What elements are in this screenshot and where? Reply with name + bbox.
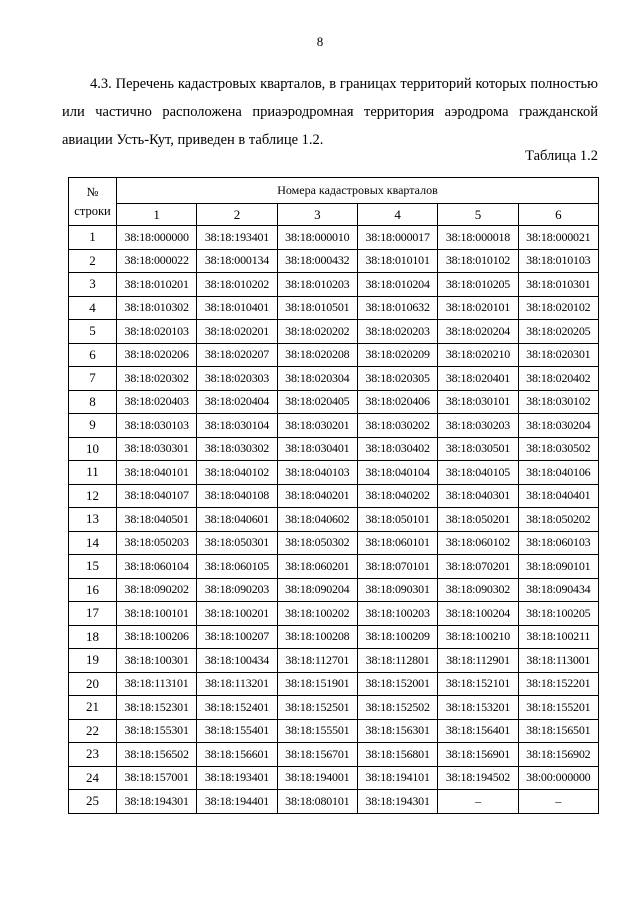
row-number-cell: 25 <box>69 790 117 814</box>
cadastral-number-cell: 38:18:151901 <box>277 672 357 696</box>
cadastral-number-cell: 38:18:040602 <box>277 508 357 532</box>
cadastral-number-cell: 38:18:070101 <box>357 555 437 579</box>
cadastral-number-cell: 38:18:030102 <box>518 390 598 414</box>
cadastral-number-cell: 38:18:156601 <box>197 743 277 767</box>
cadastral-number-cell: 38:18:020301 <box>518 343 598 367</box>
cadastral-number-cell: 38:18:152501 <box>277 696 357 720</box>
cadastral-number-cell: 38:18:030501 <box>438 437 518 461</box>
table-row <box>69 226 599 250</box>
cadastral-number-cell: 38:18:030502 <box>518 437 598 461</box>
cadastral-number-cell: 38:18:060102 <box>438 531 518 555</box>
cadastral-number-cell: 38:18:040107 <box>117 484 197 508</box>
cadastral-number-cell: 38:18:113001 <box>518 649 598 673</box>
cadastral-number-cell: 38:18:156301 <box>357 719 437 743</box>
cadastral-number-cell: 38:18:010301 <box>518 273 598 297</box>
cadastral-number-cell: 38:18:090202 <box>117 578 197 602</box>
row-number-cell: 10 <box>69 437 117 461</box>
cadastral-number-cell: 38:18:010302 <box>117 296 197 320</box>
cadastral-number-cell: 38:18:113201 <box>197 672 277 696</box>
cadastral-number-cell: 38:18:030101 <box>438 390 518 414</box>
cadastral-number-cell: 38:18:010401 <box>197 296 277 320</box>
cadastral-number-cell: 38:18:030301 <box>117 437 197 461</box>
cadastral-number-cell: 38:18:020103 <box>117 320 197 344</box>
cadastral-number-cell: 38:18:155401 <box>197 719 277 743</box>
table-row <box>69 766 599 790</box>
row-number-cell: 15 <box>69 555 117 579</box>
row-number-cell: 11 <box>69 461 117 485</box>
table-caption: Таблица 1.2 <box>525 148 598 164</box>
cadastral-number-cell: 38:18:010632 <box>357 296 437 320</box>
table-body <box>69 226 599 814</box>
intro-paragraph: 4.3. Перечень кадастровых кварталов, в границах территорий которых полностью или частично расположена приаэродромная территория аэродрома гражданской авиации Усть-Кут, приведен в таблице 1.2. <box>62 76 598 148</box>
cadastral-number-cell: 38:18:020209 <box>357 343 437 367</box>
cadastral-number-cell: 38:18:112801 <box>357 649 437 673</box>
cadastral-number-cell: 38:18:112701 <box>277 649 357 673</box>
cadastral-number-cell: 38:18:000017 <box>357 226 437 250</box>
table-row <box>69 296 599 320</box>
cadastral-number-cell: 38:18:100209 <box>357 625 437 649</box>
table-row <box>69 273 599 297</box>
row-number-header-word: строки <box>74 203 111 218</box>
cadastral-number-cell: 38:18:050101 <box>357 508 437 532</box>
cadastral-number-cell: 38:18:090101 <box>518 555 598 579</box>
cadastral-number-cell: 38:18:193401 <box>197 766 277 790</box>
cadastral-number-cell: 38:18:000021 <box>518 226 598 250</box>
column-header-5: 5 <box>438 204 518 226</box>
row-number-cell: 17 <box>69 602 117 626</box>
cadastral-number-cell: 38:18:050301 <box>197 531 277 555</box>
cadastral-number-cell: 38:18:152502 <box>357 696 437 720</box>
cadastral-number-cell: 38:18:020205 <box>518 320 598 344</box>
cadastral-number-cell: 38:18:155501 <box>277 719 357 743</box>
table-row <box>69 719 599 743</box>
cadastral-number-cell: 38:18:156701 <box>277 743 357 767</box>
row-number-cell: 20 <box>69 672 117 696</box>
row-number-cell: 21 <box>69 696 117 720</box>
cadastral-number-cell: 38:18:090204 <box>277 578 357 602</box>
cadastral-number-cell: 38:18:194301 <box>357 790 437 814</box>
row-number-cell: 1 <box>69 226 117 250</box>
cadastral-number-cell: 38:18:020207 <box>197 343 277 367</box>
cadastral-number-cell: 38:18:020208 <box>277 343 357 367</box>
cadastral-number-cell: 38:18:030302 <box>197 437 277 461</box>
cadastral-number-cell: 38:18:020403 <box>117 390 197 414</box>
cadastral-number-cell: 38:18:090434 <box>518 578 598 602</box>
cadastral-number-cell: 38:18:040501 <box>117 508 197 532</box>
cadastral-number-cell: 38:18:010103 <box>518 249 598 273</box>
cadastral-number-cell: 38:18:060104 <box>117 555 197 579</box>
cadastral-number-cell: 38:18:020405 <box>277 390 357 414</box>
table-row <box>69 343 599 367</box>
cadastral-number-cell: 38:18:156901 <box>438 743 518 767</box>
cadastral-number-cell: 38:18:060201 <box>277 555 357 579</box>
table-row <box>69 437 599 461</box>
row-number-cell: 24 <box>69 766 117 790</box>
cadastral-number-cell: 38:18:156501 <box>518 719 598 743</box>
column-header-1: 1 <box>117 204 197 226</box>
row-number-header <box>69 178 117 226</box>
cadastral-number-cell: 38:18:000010 <box>277 226 357 250</box>
cadastral-number-cell: 38:18:050201 <box>438 508 518 532</box>
cadastral-number-cell: 38:18:040202 <box>357 484 437 508</box>
cadastral-number-cell: 38:18:020204 <box>438 320 518 344</box>
cadastral-number-cell: 38:18:030203 <box>438 414 518 438</box>
cadastral-number-cell: 38:18:193401 <box>197 226 277 250</box>
cadastral-number-cell: 38:18:040301 <box>438 484 518 508</box>
cadastral-number-cell: 38:18:113101 <box>117 672 197 696</box>
table-row <box>69 672 599 696</box>
cadastral-number-cell: 38:18:155201 <box>518 696 598 720</box>
cadastral-number-cell: 38:18:020206 <box>117 343 197 367</box>
cadastral-number-cell: 38:00:000000 <box>518 766 598 790</box>
cadastral-number-cell: 38:18:152101 <box>438 672 518 696</box>
cadastral-number-cell: 38:18:020406 <box>357 390 437 414</box>
cadastral-number-cell: 38:18:040104 <box>357 461 437 485</box>
cadastral-number-cell: 38:18:156401 <box>438 719 518 743</box>
cadastral-number-cell: 38:18:020202 <box>277 320 357 344</box>
cadastral-number-cell: 38:18:010101 <box>357 249 437 273</box>
cadastral-number-cell: 38:18:040401 <box>518 484 598 508</box>
cadastral-number-cell: 38:18:000134 <box>197 249 277 273</box>
cadastral-number-cell: 38:18:080101 <box>277 790 357 814</box>
cadastral-number-cell: 38:18:030103 <box>117 414 197 438</box>
cadastral-number-cell: 38:18:020304 <box>277 367 357 391</box>
table-row <box>69 743 599 767</box>
cadastral-number-cell: 38:18:020101 <box>438 296 518 320</box>
cadastral-number-cell: 38:18:010102 <box>438 249 518 273</box>
table-row <box>69 531 599 555</box>
cadastral-number-cell: 38:18:152301 <box>117 696 197 720</box>
cadastral-number-cell: 38:18:030402 <box>357 437 437 461</box>
cadastral-number-cell: 38:18:100201 <box>197 602 277 626</box>
cadastral-number-cell: 38:18:000022 <box>117 249 197 273</box>
cadastral-number-cell: 38:18:060103 <box>518 531 598 555</box>
column-number-header-row <box>69 204 599 226</box>
column-header-6: 6 <box>518 204 598 226</box>
cadastral-number-cell: 38:18:030401 <box>277 437 357 461</box>
cadastral-number-cell: 38:18:010201 <box>117 273 197 297</box>
row-number-cell: 9 <box>69 414 117 438</box>
cadastral-number-cell: 38:18:060101 <box>357 531 437 555</box>
table-row <box>69 320 599 344</box>
cadastral-number-cell: 38:18:090302 <box>438 578 518 602</box>
table-row <box>69 461 599 485</box>
cadastral-number-cell: 38:18:156502 <box>117 743 197 767</box>
row-number-cell: 16 <box>69 578 117 602</box>
cadastral-number-cell: 38:18:157001 <box>117 766 197 790</box>
cadastral-number-cell: 38:18:020210 <box>438 343 518 367</box>
cadastral-number-cell: 38:18:156801 <box>357 743 437 767</box>
row-number-cell: 5 <box>69 320 117 344</box>
cadastral-number-cell: 38:18:020402 <box>518 367 598 391</box>
cadastral-number-cell: 38:18:040101 <box>117 461 197 485</box>
cadastral-number-cell: 38:18:050203 <box>117 531 197 555</box>
cadastral-number-cell: 38:18:112901 <box>438 649 518 673</box>
table-row <box>69 367 599 391</box>
table-row <box>69 508 599 532</box>
cadastral-number-cell: 38:18:030201 <box>277 414 357 438</box>
cadastral-number-cell: 38:18:010204 <box>357 273 437 297</box>
table-row <box>69 555 599 579</box>
cadastral-number-cell: 38:18:100206 <box>117 625 197 649</box>
table-row <box>69 625 599 649</box>
cadastral-number-cell: 38:18:100101 <box>117 602 197 626</box>
cadastral-quarters-table <box>68 177 599 814</box>
cadastral-number-cell: 38:18:152401 <box>197 696 277 720</box>
cadastral-number-cell: 38:18:153201 <box>438 696 518 720</box>
cadastral-number-cell: 38:18:030202 <box>357 414 437 438</box>
cadastral-number-cell: 38:18:030104 <box>197 414 277 438</box>
cadastral-number-cell: 38:18:152001 <box>357 672 437 696</box>
cadastral-number-cell: 38:18:040105 <box>438 461 518 485</box>
table-row <box>69 602 599 626</box>
cadastral-number-cell: 38:18:100301 <box>117 649 197 673</box>
cadastral-number-cell: 38:18:020303 <box>197 367 277 391</box>
row-number-header-symbol: № <box>86 184 99 199</box>
cadastral-number-cell: 38:18:090203 <box>197 578 277 602</box>
cadastral-number-cell: 38:18:100202 <box>277 602 357 626</box>
row-number-cell: 3 <box>69 273 117 297</box>
cadastral-number-cell: – <box>438 790 518 814</box>
cadastral-number-cell: 38:18:020401 <box>438 367 518 391</box>
cadastral-number-cell: 38:18:100205 <box>518 602 598 626</box>
cadastral-number-cell: 38:18:100208 <box>277 625 357 649</box>
cadastral-number-cell: 38:18:000018 <box>438 226 518 250</box>
cadastral-number-cell: 38:18:040601 <box>197 508 277 532</box>
column-header-4: 4 <box>357 204 437 226</box>
cadastral-number-cell: 38:18:020302 <box>117 367 197 391</box>
column-header-3: 3 <box>277 204 357 226</box>
cadastral-number-cell: 38:18:070201 <box>438 555 518 579</box>
cadastral-number-cell: 38:18:156902 <box>518 743 598 767</box>
row-number-cell: 2 <box>69 249 117 273</box>
group-header: Номера кадастровых кварталов <box>117 178 599 204</box>
cadastral-number-cell: 38:18:020404 <box>197 390 277 414</box>
cadastral-number-cell: 38:18:020203 <box>357 320 437 344</box>
cadastral-number-cell: 38:18:040103 <box>277 461 357 485</box>
row-number-cell: 18 <box>69 625 117 649</box>
row-number-cell: 12 <box>69 484 117 508</box>
table-row <box>69 414 599 438</box>
cadastral-number-cell: 38:18:010202 <box>197 273 277 297</box>
cadastral-number-cell: 38:18:194001 <box>277 766 357 790</box>
cadastral-number-cell: 38:18:152201 <box>518 672 598 696</box>
table-row <box>69 249 599 273</box>
cadastral-number-cell: 38:18:194502 <box>438 766 518 790</box>
cadastral-number-cell: 38:18:100434 <box>197 649 277 673</box>
cadastral-number-cell: 38:18:155301 <box>117 719 197 743</box>
row-number-cell: 14 <box>69 531 117 555</box>
cadastral-number-cell: 38:18:040201 <box>277 484 357 508</box>
cadastral-number-cell: 38:18:090301 <box>357 578 437 602</box>
row-number-cell: 4 <box>69 296 117 320</box>
cadastral-number-cell: 38:18:000000 <box>117 226 197 250</box>
table-row <box>69 696 599 720</box>
table-row <box>69 790 599 814</box>
cadastral-number-cell: 38:18:040102 <box>197 461 277 485</box>
row-number-cell: 19 <box>69 649 117 673</box>
cadastral-number-cell: 38:18:100204 <box>438 602 518 626</box>
row-number-cell: 7 <box>69 367 117 391</box>
cadastral-number-cell: 38:18:020305 <box>357 367 437 391</box>
cadastral-number-cell: 38:18:020201 <box>197 320 277 344</box>
cadastral-number-cell: 38:18:194301 <box>117 790 197 814</box>
page-number: 8 <box>316 34 324 49</box>
table-row <box>69 649 599 673</box>
cadastral-number-cell: 38:18:020102 <box>518 296 598 320</box>
row-number-cell: 22 <box>69 719 117 743</box>
cadastral-number-cell: 38:18:000432 <box>277 249 357 273</box>
cadastral-number-cell: 38:18:040106 <box>518 461 598 485</box>
row-number-cell: 23 <box>69 743 117 767</box>
table-row <box>69 484 599 508</box>
cadastral-number-cell: 38:18:100210 <box>438 625 518 649</box>
cadastral-number-cell: 38:18:100207 <box>197 625 277 649</box>
cadastral-number-cell: 38:18:194101 <box>357 766 437 790</box>
table-row <box>69 578 599 602</box>
table-row <box>69 390 599 414</box>
cadastral-number-cell: 38:18:010205 <box>438 273 518 297</box>
cadastral-number-cell: 38:18:060105 <box>197 555 277 579</box>
cadastral-number-cell: 38:18:010501 <box>277 296 357 320</box>
row-number-cell: 13 <box>69 508 117 532</box>
row-number-cell: 8 <box>69 390 117 414</box>
cadastral-number-cell: 38:18:194401 <box>197 790 277 814</box>
cadastral-number-cell: 38:18:100203 <box>357 602 437 626</box>
column-header-2: 2 <box>197 204 277 226</box>
cadastral-number-cell: 38:18:040108 <box>197 484 277 508</box>
cadastral-number-cell: 38:18:030204 <box>518 414 598 438</box>
cadastral-number-cell: 38:18:100211 <box>518 625 598 649</box>
row-number-cell: 6 <box>69 343 117 367</box>
cadastral-number-cell: 38:18:010203 <box>277 273 357 297</box>
cadastral-number-cell: 38:18:050202 <box>518 508 598 532</box>
cadastral-number-cell: 38:18:050302 <box>277 531 357 555</box>
cadastral-number-cell: – <box>518 790 598 814</box>
